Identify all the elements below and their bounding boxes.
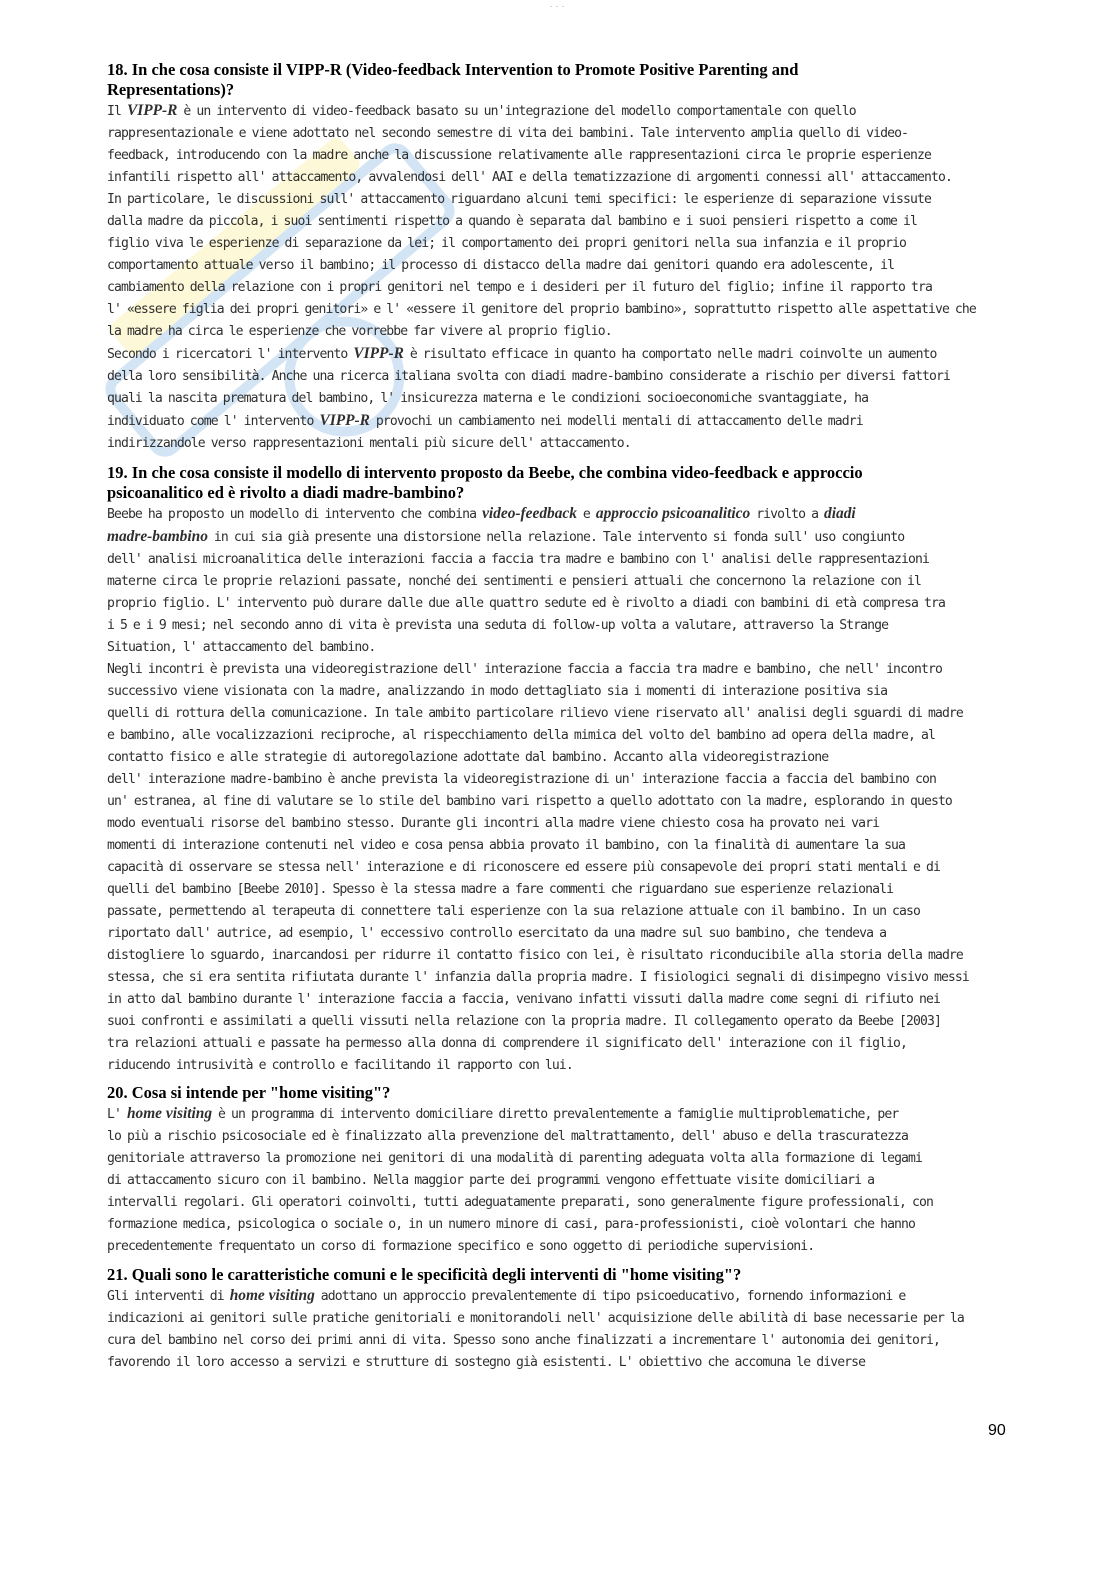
text-line [107,703,1007,725]
text-segment: adottano un approccio prevalentemente di tipo [314,1289,637,1304]
text-segment: favorendo il loro accesso a servizi e strutture di sostegno già esistenti. L' obiettivo che accomuna le diverse [107,1355,866,1370]
text-line [107,255,1007,277]
text-segment: In particolare, le discussioni sull' attaccamento riguardano alcuni temi specifici: le esperienze di separazione vissute [107,192,931,207]
text-segment: . Tale intervento si fonda sull' uso congiunto [589,530,905,545]
text-line [107,526,1007,549]
text-segment: la madre ha circa le esperienze che vorrebbe far vivere al proprio figlio. [107,324,612,339]
text-segment: è risultato efficace in quanto ha comportato nelle madri coinvolte un aumento [403,347,937,362]
heading-line: 21. Quali sono le caratteristiche comuni e le specificità degli interventi di "home visiting"? [107,1265,742,1284]
text-segment: Gli interventi di [107,1289,230,1304]
section-2 [107,463,1007,1077]
question-heading [107,60,1007,100]
text-line [107,1170,1007,1192]
text-segment: indicazioni ai genitori sulle pratiche genitoriali e monitorandoli nell' acquisizione delle abilità di base necessarie per la [107,1311,964,1326]
text-line [107,388,1007,410]
text-line [107,769,1007,791]
text-segment: è un intervento di video-feedback basato su un'integrazione del [177,104,622,119]
text-segment: cura del bambino nel corso dei primi anni di vita. Spesso sono anche finalizzati a incrementare l' autonomia dei genitori, [107,1333,940,1348]
text-segment: presente una distorsione nella relazione [314,530,590,545]
text-segment: successivo viene visionata con la madre, analizzando in modo dettagliato sia i momenti di interazione positiva sia [107,684,888,699]
text-segment: stessa, che si era sentita rifiutata durante l' infanzia dalla propria madre. I fisiologici segnali di disimpegno visivo messi [107,970,969,985]
text-line [107,593,1007,615]
text-line [107,233,1007,255]
section-3 [107,1083,1007,1258]
text-line [107,366,1007,388]
text-line [107,1308,1007,1330]
text-segment: modo eventuali risorse del bambino stesso. Durante gli incontri alla madre viene chiesto cosa ha provato nei vari [107,816,880,831]
heading-line: 19. In che cosa consiste il modello di intervento proposto da Beebe, che combina video-feedback e approccio [107,463,863,482]
text-segment: comportamento attuale verso il bambino; il processo di distacco della madre dai genitori quando era adolescente, il [107,258,895,273]
text-segment: dell' interazione madre-bambino è anche prevista la videoregistrazione di un' interazione faccia a faccia del bambino con [107,772,936,787]
text-segment: Strange [839,618,889,633]
text-segment: VIPP-R [319,412,370,429]
text-segment: provochi un cambiamento nei modelli mentali di attaccamento delle madri [369,414,863,429]
text-segment: in atto dal bambino durante l' interazione faccia a faccia, venivano infatti vissuti dalla madre come segni di rifiuto nei [107,992,940,1007]
text-segment: Negli incontri è prevista una videoregistrazione dell' interazione faccia a faccia tra madre e bambino, che nell' incontro [107,662,942,677]
text-line [107,549,1007,571]
text-segment: formazione medica, psicologica o sociale o, in un numero minore di casi, para-professionisti, cioè volontari che hanno [107,1217,916,1232]
text-line [107,277,1007,299]
question-heading [107,463,1007,503]
text-line [107,835,1007,857]
text-segment: approccio psicoanalitico [595,505,751,522]
text-segment: psicoeducativo [636,1289,734,1304]
text-line [107,167,1007,189]
text-segment: è un programma di intervento domiciliare diretto prevalentemente a famiglie multiproblematiche, per [212,1107,899,1122]
text-segment: di attaccamento sicuro con il bambino. Nella maggior parte dei programmi vengono effettuate visite domiciliari a [107,1173,875,1188]
text-segment: con quello [780,104,856,119]
text-line [107,571,1007,593]
text-segment: capacità di osservare se stessa nell' interazione e di riconoscere ed essere più consapevole dei propri stati mentali e di [107,860,940,875]
text-line [107,321,1007,343]
text-segment: L' [107,1107,127,1122]
text-line [107,503,1007,526]
text-segment: e bambino, alle vocalizzazioni reciproche, al rispecchiamento della mimica del volto del bambino ad opera della madre, al [107,728,935,743]
text-line [107,857,1007,879]
text-line [107,659,1007,681]
text-line [107,1285,1007,1308]
text-segment: in cui sia già [207,530,315,545]
text-segment: proprio figlio. L' intervento può durare dalle due alle quattro sedute ed è rivolto a diadi con bambini di età compresa tra [107,596,945,611]
text-segment: tra relazioni attuali e passate ha permesso alla donna di comprendere il significato dell' interazione con il figlio, [107,1036,908,1051]
text-line [107,1214,1007,1236]
text-segment: un' estranea, al fine di valutare se lo stile del bambino vari rispetto a quello adottato con la madre, esplorando in questo [107,794,952,809]
text-line [107,189,1007,211]
text-line [107,1103,1007,1126]
text-segment: attaccamento del bambino. [202,640,376,655]
text-segment: e [576,507,596,522]
text-line [107,615,1007,637]
text-line [107,725,1007,747]
text-segment: Secondo i ricercatori l' intervento [107,347,354,362]
text-segment: dalla madre da piccola, i suoi sentimenti rispetto a quando è separata dal bambino e i suoi pensieri rispetto a come il [107,214,917,229]
text-segment: Beebe ha proposto un modello di intervento che combina [107,507,483,522]
text-segment: riportato dall' autrice, ad esempio, l' eccessivo controllo esercitato da una madre sul suo bambino, che tendeva a [107,926,887,941]
text-line [107,1148,1007,1170]
text-segment: quelli di rottura della comunicazione. In tale ambito particolare rilievo viene riservato all' analisi degli sguardi di madre [107,706,963,721]
text-segment: VIPP-R [126,102,178,119]
text-segment: home visiting [229,1287,315,1304]
text-line [107,879,1007,901]
text-line [107,1352,1007,1374]
text-segment: i 5 e i 9 mesi; nel secondo anno di vita è prevista una seduta di follow-up volta a valutare, attraverso la [107,618,840,633]
text-line [107,433,1007,455]
text-line [107,1236,1007,1258]
text-line [107,1192,1007,1214]
text-line [107,967,1007,989]
text-line [107,211,1007,233]
heading-line: psicoanalitico ed è rivolto a diadi madre-bambino? [107,483,465,502]
text-segment: video-feedback [482,505,577,522]
text-segment: individuato come l' intervento [107,414,320,429]
text-segment: lo più a rischio psicosociale ed è finalizzato alla prevenzione del maltrattamento, dell' abuso e della trascuratezza [107,1129,909,1144]
text-segment: , l' [169,640,203,655]
text-segment: cambiamento della relazione con i propri genitori nel tempo e i desideri per il futuro del figlio; infine il rapporto tra [107,280,932,295]
text-segment: adeguata volta alla formazione di legami [641,1151,923,1166]
text-line [107,813,1007,835]
text-line [107,747,1007,769]
text-line [107,100,1007,123]
heading-line: Representations)? [107,80,235,99]
text-line [107,637,1007,659]
text-segment: parenting [578,1151,642,1166]
text-segment: figlio viva le esperienze di separazione da lei; il comportamento dei propri genitori nella sua infanzia e il proprio [107,236,907,251]
text-line [107,923,1007,945]
text-line [107,123,1007,145]
text-segment: VIPP-R [353,345,404,362]
text-line [107,1330,1007,1352]
text-line [107,343,1007,366]
question-heading [107,1083,1007,1103]
text-line [107,145,1007,167]
text-segment: Il [107,104,127,119]
text-line [107,1055,1007,1077]
text-segment: momenti di interazione contenuti nel video e cosa pensa abbia provato il bambino, con la finalità di aumentare la sua [107,838,906,853]
text-segment: materne circa le proprie relazioni passate, nonché dei sentimenti e pensieri attuali che concernono la relazione con il [107,574,921,589]
document-body [107,60,1007,1380]
text-segment: e viene adottato nel secondo semestre di vita dei bambini. Tale intervento amplia quello di video- [232,126,909,141]
text-segment: infantili rispetto all' attaccamento, avvalendosi dell' AAI e della tematizzazione di argomenti connessi all' attaccamento. [107,170,952,185]
header-mark: ・・・ [548,4,567,11]
text-line [107,681,1007,703]
heading-line: 18. In che cosa consiste il VIPP-R (Video-feedback Intervention to Promote Positive Parenting and [107,60,799,79]
text-segment: indirizzandole verso rappresentazioni mentali più sicure dell' attaccamento. [107,436,631,451]
text-line [107,901,1007,923]
heading-line: 20. Cosa si intende per "home visiting"? [107,1083,391,1102]
text-line [107,1033,1007,1055]
text-segment: madre-bambino [107,528,208,545]
section-4 [107,1265,1007,1374]
text-segment: rivolto a [750,507,825,522]
text-segment: feedback, introducendo con la madre anche la discussione relativamente alle rappresentazioni circa le proprie esperienze [107,148,931,163]
text-segment: dell' analisi microanalitica delle interazioni faccia a faccia tra madre e bambino con l' analisi delle rappresentazioni [107,552,929,567]
text-line [107,791,1007,813]
text-segment: suoi confronti e assimilati a quelli vissuti nella relazione con la propria madre. Il collegamento operato da Beebe [2003] [107,1014,941,1029]
text-line [107,299,1007,321]
text-segment: home visiting [126,1105,213,1122]
text-segment: distogliere lo sguardo, inarcandosi per ridurre il contatto fisico con lei, è risultato riconducibile alla storia della madre [107,948,963,963]
text-segment: quali la nascita prematura del bambino, l' insicurezza materna e le condizioni socioeconomiche svantaggiate, ha [107,391,869,406]
text-segment: quelli del bambino [Beebe 2010]. Spesso è la stessa madre a fare commenti che riguardano sue esperienze relazionali [107,882,894,897]
text-segment: precedentemente frequentato un corso di formazione specifico e sono oggetto di periodiche supervisioni. [107,1239,815,1254]
section-1 [107,60,1007,455]
text-segment: contatto fisico e alle strategie di autoregolazione adottate dal bambino. Accanto alla videoregistrazione [107,750,829,765]
text-line [107,945,1007,967]
text-segment: diadi [824,505,856,522]
text-line [107,1126,1007,1148]
page-number: 90 [988,1422,1006,1439]
text-segment: genitoriale attraverso la promozione nei genitori di una modalità di [107,1151,579,1166]
text-segment: modello comportamentale [621,104,781,119]
question-heading [107,1265,1007,1285]
text-segment: passate, permettendo al terapeuta di connettere tali esperienze con la sua relazione attuale con il bambino. In un caso [107,904,920,919]
text-line [107,1011,1007,1033]
text-segment: riducendo intrusività e controllo e facilitando il rapporto con lui. [107,1058,573,1073]
text-line [107,989,1007,1011]
text-segment: intervalli regolari. Gli operatori coinvolti, tutti adeguatamente preparati, sono generalmente figure professionali, con [107,1195,933,1210]
text-segment: della loro sensibilità. Anche una ricerca italiana svolta con diadi madre-bambino considerate a rischio per diversi fattori [107,369,950,384]
text-segment: l' «essere figlia dei propri genitori» e l' «essere il genitore del proprio bambino», soprattutto rispetto alle aspettative che [107,302,976,317]
text-segment: rappresentazionale [107,126,233,141]
text-segment: Situation [107,640,170,655]
text-segment: , fornendo informazioni e [733,1289,906,1304]
text-line [107,410,1007,433]
